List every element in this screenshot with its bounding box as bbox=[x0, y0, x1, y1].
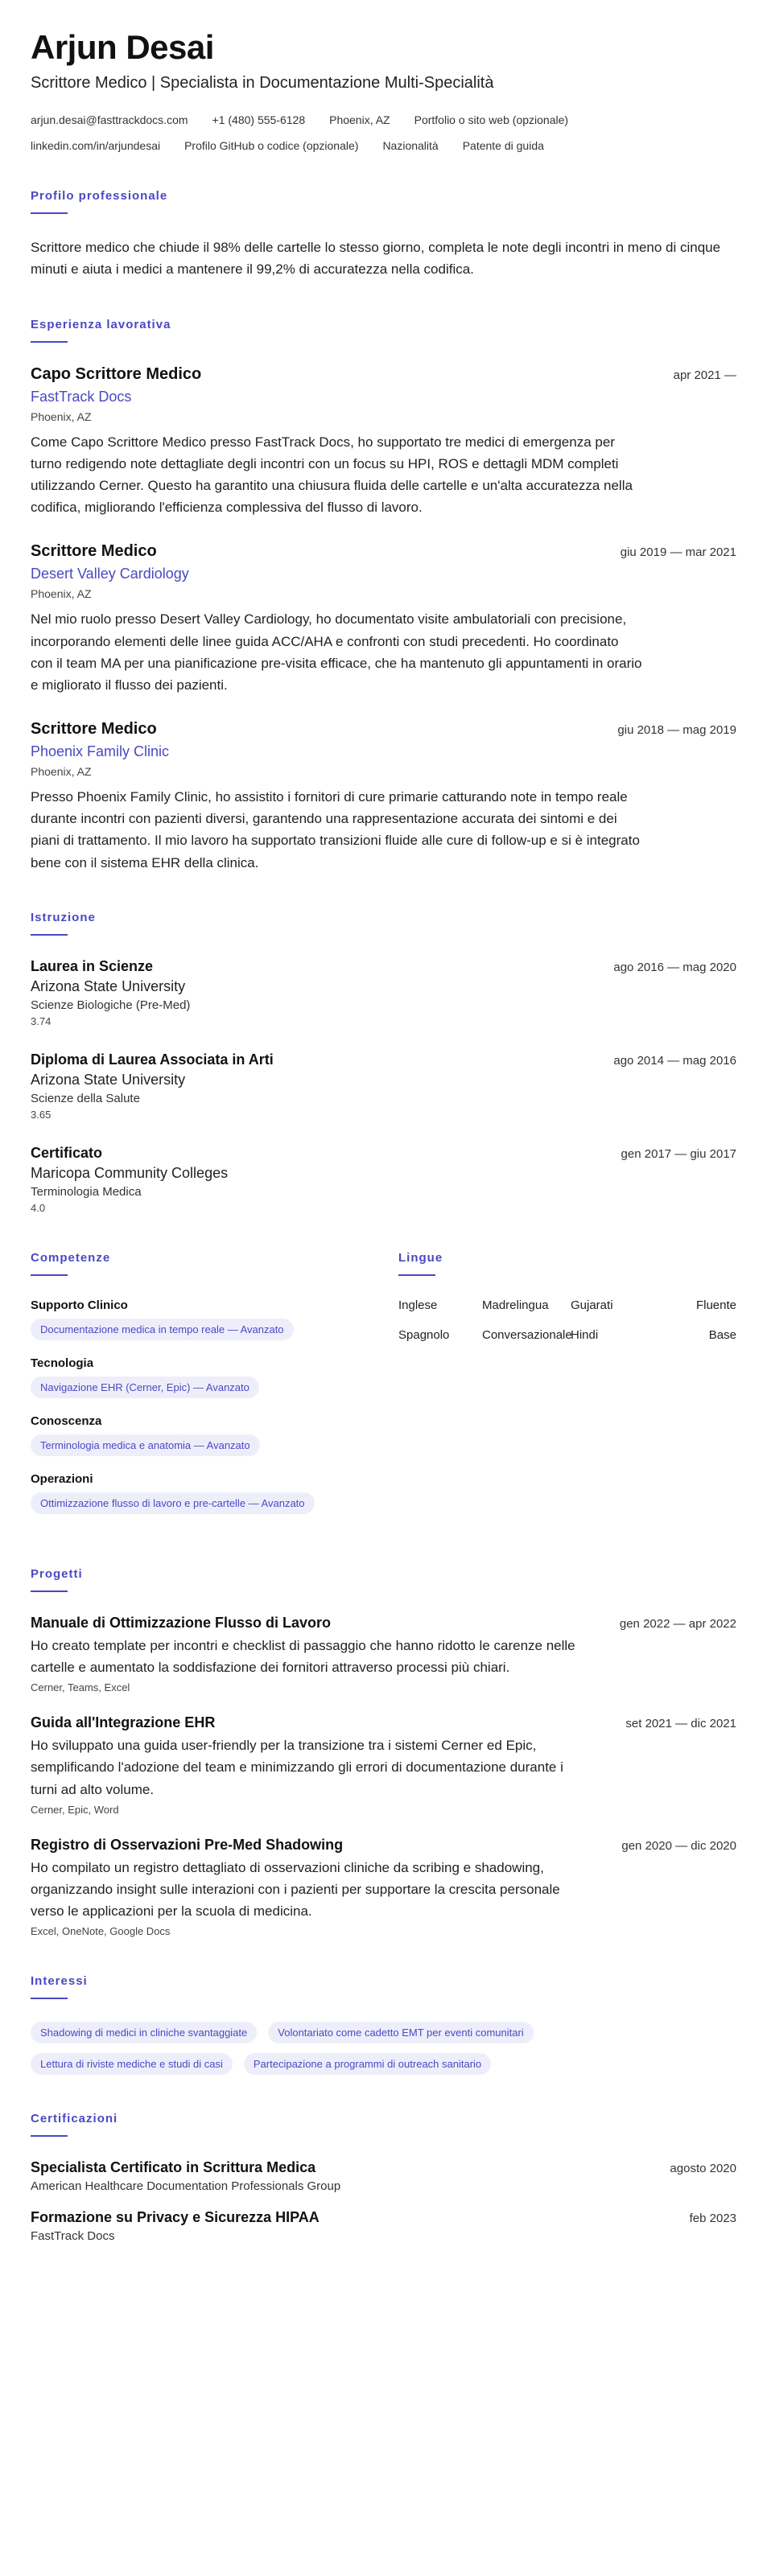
project-title: Manuale di Ottimizzazione Flusso di Lavoro bbox=[31, 1614, 332, 1631]
job-entry bbox=[31, 720, 736, 874]
languages-list bbox=[398, 1298, 736, 1342]
education-gpa: 3.74 bbox=[31, 1014, 52, 1027]
project-title: Registro di Osservazioni Pre-Med Shadowing bbox=[31, 1836, 344, 1853]
education-dates: gen 2017 — giu 2017 bbox=[621, 1146, 736, 1161]
job-location: Phoenix, AZ bbox=[31, 765, 92, 779]
education-entry bbox=[31, 958, 736, 1027]
interest-chip: Lettura di riviste mediche e studi di casi bbox=[31, 2053, 233, 2075]
contact-row-1 bbox=[31, 113, 736, 126]
skill-group bbox=[31, 1414, 366, 1456]
project-dates: set 2021 — dic 2021 bbox=[625, 1717, 736, 1731]
language-level: Madrelingua bbox=[482, 1298, 549, 1312]
section-divider bbox=[31, 341, 68, 343]
contact-portfolio[interactable]: Portfolio o sito web (opzionale) bbox=[414, 113, 569, 127]
language-name: Hindi bbox=[571, 1327, 599, 1342]
certification-issuer: FastTrack Docs bbox=[31, 2229, 115, 2244]
skill-group bbox=[31, 1356, 366, 1398]
project-tools: Cerner, Teams, Excel bbox=[31, 1681, 130, 1694]
resume-header bbox=[31, 29, 736, 152]
education-gpa: 3.65 bbox=[31, 1108, 52, 1121]
education-section bbox=[31, 911, 736, 1214]
contact-row-2 bbox=[31, 139, 736, 152]
project-dates: gen 2020 — dic 2020 bbox=[621, 1838, 736, 1853]
section-divider bbox=[31, 1998, 68, 1999]
skill-chip: Documentazione medica in tempo reale — Avanzato bbox=[31, 1319, 294, 1340]
job-company[interactable]: Phoenix Family Clinic bbox=[31, 743, 170, 760]
candidate-name: Arjun Desai bbox=[31, 28, 214, 66]
job-dates: giu 2018 — mag 2019 bbox=[617, 723, 736, 738]
job-description: Nel mio ruolo presso Desert Valley Cardiology, ho documentato visite ambulatoriali con precisione, incorporando elementi delle linee guida ACC/AHA e confronti con studi precedenti. Ho coordinato con il team MA per una pianificazione pre-visita efficace, che ha mantenuto gli appuntamenti in orario e migliorato il flusso dei pazienti. bbox=[31, 611, 642, 693]
project-entry bbox=[31, 1615, 736, 1693]
education-gpa: 4.0 bbox=[31, 1201, 46, 1214]
section-divider bbox=[31, 2135, 68, 2137]
job-title: Scrittore Medico bbox=[31, 720, 157, 739]
language-level: Conversazionale bbox=[482, 1327, 572, 1342]
skill-chip: Terminologia medica e anatomia — Avanzato bbox=[31, 1434, 260, 1456]
job-entry bbox=[31, 542, 736, 696]
language-name: Spagnolo bbox=[398, 1327, 450, 1342]
skill-group-name: Conoscenza bbox=[31, 1414, 102, 1428]
skill-group-name: Tecnologia bbox=[31, 1356, 94, 1370]
interest-chip: Partecipazione a programmi di outreach sanitario bbox=[244, 2053, 491, 2075]
language-name: Inglese bbox=[398, 1298, 438, 1312]
job-company[interactable]: FastTrack Docs bbox=[31, 388, 132, 405]
education-school: Maricopa Community Colleges bbox=[31, 1164, 229, 1181]
section-divider bbox=[31, 1274, 68, 1276]
candidate-headline: Scrittore Medico | Specialista in Documentazione Multi-Specialità bbox=[31, 74, 494, 93]
contact-location: Phoenix, AZ bbox=[329, 113, 390, 127]
skill-group-name: Supporto Clinico bbox=[31, 1298, 128, 1312]
profile-section bbox=[31, 189, 736, 280]
education-school: Arizona State University bbox=[31, 977, 186, 994]
profile-summary: Scrittore medico che chiude il 98% delle cartelle lo stesso giorno, completa le note degli incontri in meno di cinque minuti e aiuta i medici a mantenere il 99,2% di accuratezza nella codifica. bbox=[31, 240, 721, 278]
interests-section bbox=[31, 1974, 736, 2075]
interest-chip: Shadowing di medici in cliniche svantaggiate bbox=[31, 2022, 257, 2043]
certification-entry bbox=[31, 2209, 736, 2243]
contact-driving-license: Patente di guida bbox=[462, 139, 544, 153]
job-description: Come Capo Scrittore Medico presso FastTrack Docs, ho supportato tre medici di emergenza per turno redigendo note dettagliate degli incontri con un focus su HPI, ROS e dettagli MDM completi utilizzando Cerner. Questo ha garantito una chiusura fluida delle cartelle e un'alta accuratezza nella codifica, migliorando l'efficienza complessiva del flusso di lavoro. bbox=[31, 434, 633, 516]
section-title: Interessi bbox=[31, 1974, 88, 1989]
languages-column bbox=[398, 1251, 736, 1530]
section-divider bbox=[31, 1590, 68, 1592]
contact-email[interactable]: arjun.desai@fasttrackdocs.com bbox=[31, 113, 188, 127]
job-company[interactable]: Desert Valley Cardiology bbox=[31, 566, 189, 582]
job-location: Phoenix, AZ bbox=[31, 587, 92, 601]
section-divider bbox=[398, 1274, 435, 1276]
certification-issuer: American Healthcare Documentation Professionals Group bbox=[31, 2179, 341, 2194]
skill-group bbox=[31, 1298, 366, 1340]
certification-date: agosto 2020 bbox=[670, 2162, 736, 2176]
skill-group bbox=[31, 1472, 366, 1514]
education-field: Scienze Biologiche (Pre-Med) bbox=[31, 998, 191, 1012]
interests-list bbox=[31, 2022, 642, 2075]
skills-languages-section bbox=[31, 1251, 736, 1530]
project-description: Ho compilato un registro dettagliato di osservazioni cliniche da scribing e shadowing, organizzando insight sulle interazioni con i pazienti per supportare la crescita personale verso le applicazioni per la scuola di medicina. bbox=[31, 1859, 560, 1920]
certification-entry bbox=[31, 2159, 736, 2193]
section-divider bbox=[31, 934, 68, 936]
skill-group-name: Operazioni bbox=[31, 1471, 93, 1486]
education-field: Scienze della Salute bbox=[31, 1091, 140, 1105]
education-degree: Diploma di Laurea Associata in Arti bbox=[31, 1051, 274, 1068]
certifications-section bbox=[31, 2112, 736, 2243]
section-title: Certificazioni bbox=[31, 2112, 118, 2126]
education-degree: Laurea in Scienze bbox=[31, 957, 154, 974]
project-description: Ho creato template per incontri e checklist di passaggio che hanno ridotto le carenze nelle cartelle e aumentato la soddisfazione dei fornitori attraverso processi più chiari. bbox=[31, 1637, 575, 1675]
language-name: Gujarati bbox=[571, 1298, 613, 1312]
education-degree: Certificato bbox=[31, 1144, 103, 1161]
job-entry bbox=[31, 365, 736, 519]
contact-github[interactable]: Profilo GitHub o codice (opzionale) bbox=[184, 139, 359, 153]
project-tools: Excel, OneNote, Google Docs bbox=[31, 1925, 171, 1938]
project-entry bbox=[31, 1714, 736, 1816]
skills-column bbox=[31, 1251, 366, 1530]
education-entry bbox=[31, 1051, 736, 1121]
education-school: Arizona State University bbox=[31, 1071, 186, 1088]
project-dates: gen 2022 — apr 2022 bbox=[619, 1616, 736, 1631]
certification-title: Formazione su Privacy e Sicurezza HIPAA bbox=[31, 2209, 320, 2226]
project-description: Ho sviluppato una guida user-friendly per la transizione tra i sistemi Cerner ed Epic, semplificando l'adozione del team e minimizzando gli errori di documentazione durante i turni ad alto volume. bbox=[31, 1738, 563, 1797]
job-description: Presso Phoenix Family Clinic, ho assistito i fornitori di cure primarie catturando note in tempo reale durante incontri con pazienti diversi, garantendo una rappresentazione accurata dei sintomi e dei piani di trattamento. Il mio lavoro ha supportato transizioni fluide alle cure di follow-up e si è integrato bene con il sistema EHR della clinica. bbox=[31, 789, 640, 870]
education-dates: ago 2016 — mag 2020 bbox=[613, 960, 736, 974]
job-title: Scrittore Medico bbox=[31, 542, 157, 561]
experience-section bbox=[31, 318, 736, 874]
section-title: Progetti bbox=[31, 1566, 83, 1581]
skill-chip: Navigazione EHR (Cerner, Epic) — Avanzato bbox=[31, 1376, 259, 1398]
certification-date: feb 2023 bbox=[689, 2212, 736, 2226]
section-title: Istruzione bbox=[31, 910, 96, 924]
job-dates: giu 2019 — mar 2021 bbox=[620, 545, 736, 560]
section-title: Lingue bbox=[398, 1250, 443, 1265]
project-tools: Cerner, Epic, Word bbox=[31, 1803, 119, 1816]
language-level: Fluente bbox=[695, 1298, 736, 1312]
project-title: Guida all'Integrazione EHR bbox=[31, 1714, 216, 1731]
education-dates: ago 2014 — mag 2016 bbox=[613, 1053, 736, 1068]
language-level: Base bbox=[708, 1327, 736, 1342]
projects-section bbox=[31, 1567, 736, 1938]
project-entry bbox=[31, 1837, 736, 1938]
contact-nationality: Nazionalità bbox=[382, 139, 439, 153]
section-title: Competenze bbox=[31, 1250, 111, 1265]
contact-phone[interactable]: +1 (480) 555-6128 bbox=[212, 113, 306, 127]
skill-chip: Ottimizzazione flusso di lavoro e pre-cartelle — Avanzato bbox=[31, 1492, 315, 1514]
education-entry bbox=[31, 1145, 736, 1214]
job-location: Phoenix, AZ bbox=[31, 409, 92, 423]
section-title: Profilo professionale bbox=[31, 189, 168, 204]
contact-linkedin[interactable]: linkedin.com/in/arjundesai bbox=[31, 139, 161, 153]
section-title: Esperienza lavorativa bbox=[31, 317, 171, 331]
interest-chip: Volontariato come cadetto EMT per eventi comunitari bbox=[268, 2022, 533, 2043]
education-field: Terminologia Medica bbox=[31, 1184, 142, 1199]
certification-title: Specialista Certificato in Scrittura Medica bbox=[31, 2159, 316, 2176]
section-divider bbox=[31, 212, 68, 214]
job-dates: apr 2021 — bbox=[673, 368, 736, 382]
job-title: Capo Scrittore Medico bbox=[31, 364, 202, 383]
